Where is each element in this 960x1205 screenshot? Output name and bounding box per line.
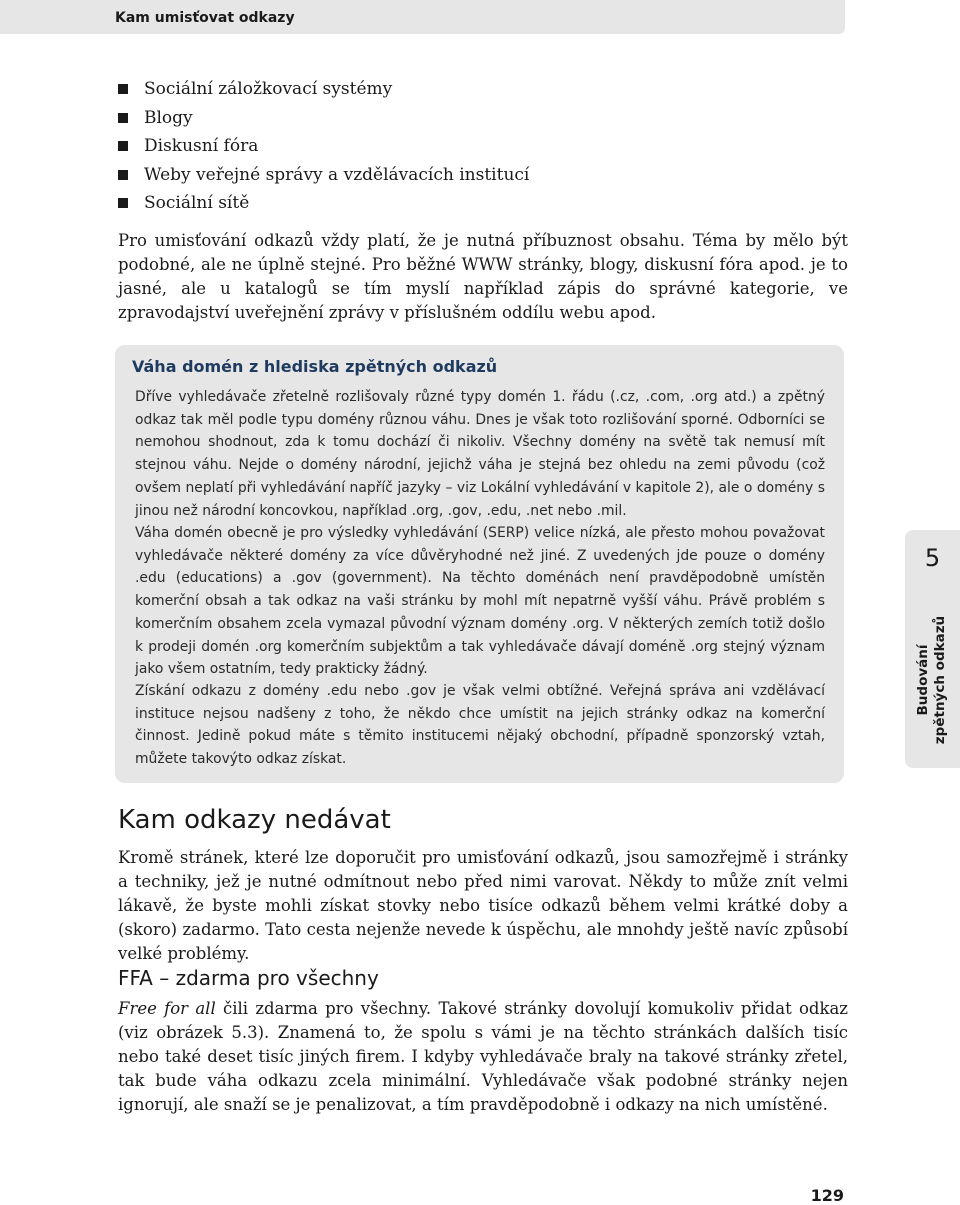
chapter-label <box>915 605 949 755</box>
intro-paragraph: Pro umisťování odkazů vždy platí, že je nutná příbuznost obsahu. Téma by mělo být podobné, ale ne úplně stejné. Pro běžné WWW stránky, blogy, diskusní fóra apod. je to jasné, ale u katalogů se tím myslí například zápis do správné kategorie, ve zpravodajství uveřejnění zprávy v příslušném oddílu webu apod. <box>118 231 848 322</box>
list-item-text: Sociální sítě <box>144 193 250 213</box>
bullet-square-icon <box>118 113 128 123</box>
list-item <box>118 78 529 107</box>
bullet-square-icon <box>118 141 128 151</box>
running-header-title: Kam umisťovat odkazy <box>115 10 295 26</box>
bullet-square-icon <box>118 198 128 208</box>
section-paragraph: Kromě stránek, které lze doporučit pro umisťování odkazů, jsou samozřejmě i stránky a techniky, jež je nutné odmítnout nebo před nimi varovat. Někdy to může znít velmi lákavě, že byste mohli získat stovky nebo tisíce odkazů během velmi krátké doby a (skoro) zadarmo. Tato cesta nejenže nevede k úspěchu, ale mnohdy ještě navíc způsobí velké problémy. <box>118 848 848 963</box>
italic-lead-text: Free for all <box>118 999 216 1018</box>
list-item-text: Weby veřejné správy a vzdělávacích institucí <box>144 164 530 185</box>
subsection-paragraph-text: čili zdarma pro všechny. Takové stránky dovolují komukoliv přidat odkaz (viz obrázek 5.3). Znamená to, že spolu s vámi je na těchto stránkách dalších tisíc nebo také deset tisíc jiných firem. I kdyby vyhledávače braly na takové stránky zřetel, tak bude váha odkazu zcela minimální. Vyhledávače však podobné stránky nejen ignorují, ale snaží se je penalizovat, a tím pravděpodobně i odkazy na nich umístěné. <box>118 999 848 1114</box>
chapter-label-line: zpětných odkazů <box>932 615 948 745</box>
list-item-text: Diskusní fóra <box>144 136 259 156</box>
list-item <box>118 164 529 193</box>
info-sidebar-box <box>115 345 844 783</box>
list-item <box>118 107 529 136</box>
chapter-label-line: Budování <box>915 644 931 716</box>
sidebar-paragraph: Získání odkazu z domény .edu nebo .gov je však velmi obtížné. Veřejná správa ani vzdělávací instituce nejsou nadšeny z toho, že někdo chce umístit na jejich stránky odkaz na komerční činnost. Jedině pokud máte s těmito institucemi nějaký obchodní, případně sponzorský vztah, můžete takovýto odkaz získat. <box>135 683 825 768</box>
list-item <box>118 135 529 164</box>
subsection-heading: FFA – zdarma pro všechny <box>118 966 379 990</box>
bullet-square-icon <box>118 170 128 180</box>
list-item-text: Blogy <box>144 107 193 128</box>
section-heading: Kam odkazy nedávat <box>118 805 391 835</box>
sidebar-heading: Váha domén z hlediska zpětných odkazů <box>132 357 498 376</box>
chapter-number: 5 <box>924 544 941 572</box>
subsection-paragraph <box>118 997 848 1117</box>
page-number: 129 <box>810 1186 844 1205</box>
list-item <box>118 192 529 221</box>
running-header <box>0 0 845 34</box>
chapter-tab <box>905 530 960 768</box>
sidebar-paragraph: Dříve vyhledávače zřetelně rozlišovaly různé typy domén 1. řádu (.cz, .com, .org atd.) a zpětný odkaz tak měl podle typu domény různou váhu. Dnes je však toto rozlišování sporné. Odborníci se nemohou shodnout, zda k tomu dochází či nikoliv. Všechny domény na světě tak nemusí mít stejnou váhu. Nejde o domény národní, jejichž váha je stejná bez ohledu na zemi původu (což ovšem neplatí při vyhledávání napříč jazyky – viz Lokální vyhledávání v kapitole 2), ale o domény s jinou než národní koncovkou, například .org, .gov, .edu, .net nebo .mil. <box>135 389 825 519</box>
list-item-text: Sociální záložkovací systémy <box>144 79 393 99</box>
bullet-square-icon <box>118 84 128 94</box>
bullet-list <box>118 78 529 221</box>
sidebar-paragraph: Váha domén obecně je pro výsledky vyhledávání (SERP) velice nízká, ale přesto mohou považovat vyhledávače některé domény za více důvěryhodné než jiné. Z uvedených jde pouze o domény .edu (educations) a .gov (government). Na těchto doménách není pravděpodobně umístěn komerční obsah a tak odkaz na vaši stránku by mohl mít nepatrně vyšší váhu. Právě problém s komerčním obsahem zcela vymazal původní význam domény .org. V některých zemích totiž došlo k prodeji domén .org komerčním subjektům a tak vyhledávače dávají doméně .org stejný význam jako všem ostatním, tedy prakticky žádný. <box>135 525 825 678</box>
